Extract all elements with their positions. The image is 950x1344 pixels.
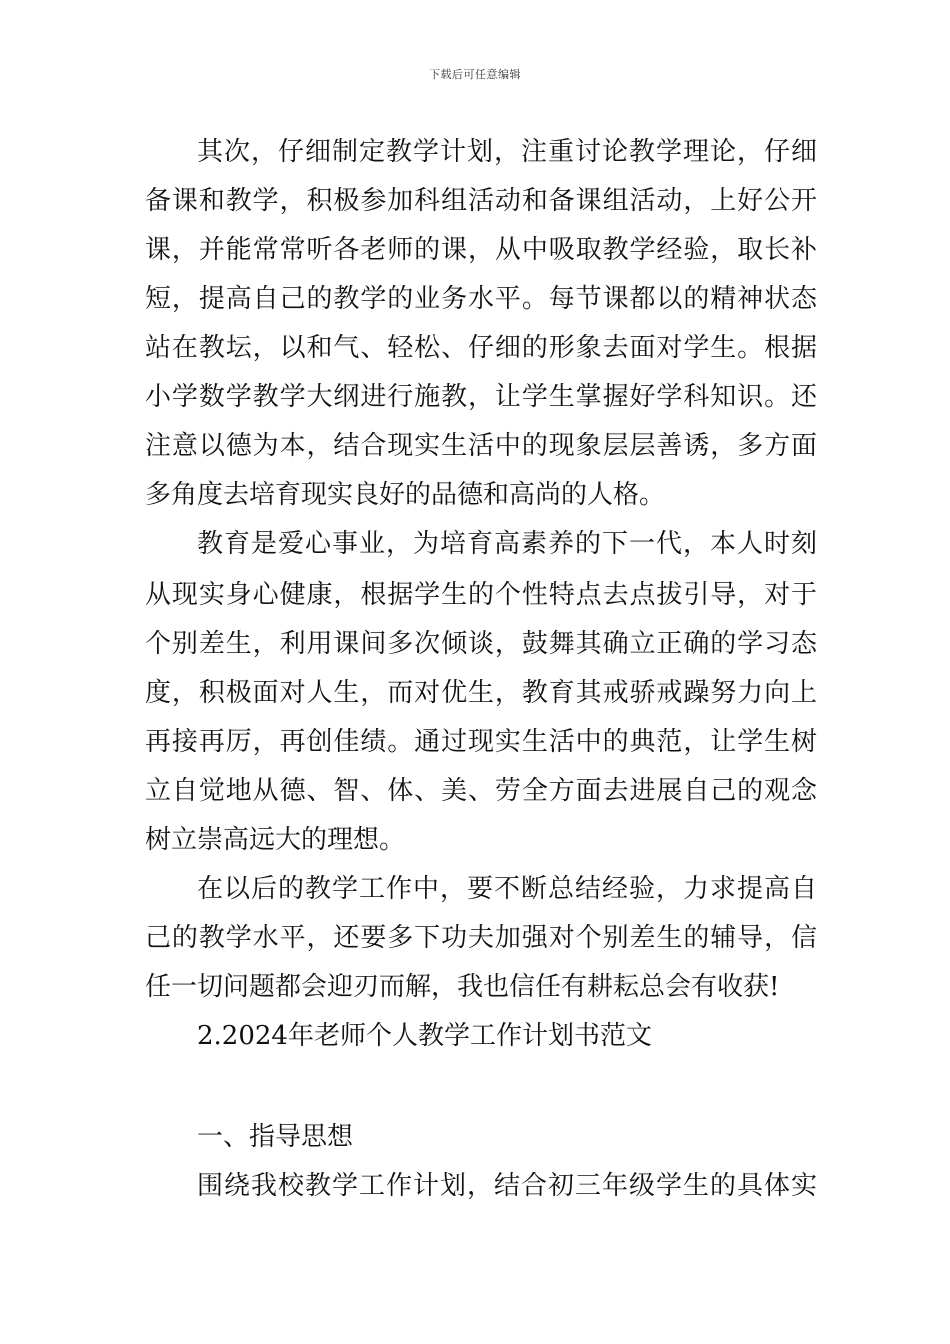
- paragraph-line: 个别差生，利用课间多次倾谈，鼓舞其确立正确的学习态: [145, 629, 817, 659]
- paragraph-line: 短，提高自己的教学的业务水平。每节课都以的精神状态: [145, 284, 817, 314]
- paragraph-line: 任一切问题都会迎刃而解，我也信任有耕耘总会有收获!: [145, 972, 780, 1002]
- document-body: [145, 128, 817, 1211]
- paragraph-line: 树立崇高远大的理想。: [145, 825, 406, 855]
- paragraph-line: 其次，仔细制定教学计划，注重讨论教学理论，仔细: [197, 137, 817, 167]
- paragraph-line: 从现实身心健康，根据学生的个性特点去点拔引导，对于: [145, 580, 817, 610]
- paragraph-line: 注意以德为本，结合现实生活中的现象层层善诱，多方面: [145, 431, 817, 461]
- blank-line: [145, 1061, 817, 1113]
- page-header: 下载后可任意编辑: [429, 68, 521, 81]
- section-title: 2.2024年老师个人教学工作计划书范文: [197, 1021, 652, 1051]
- paragraph-line: 备课和教学，积极参加科组活动和备课组活动，上好公开: [145, 186, 817, 216]
- paragraph-line: 再接再厉，再创佳绩。通过现实生活中的典范，让学生树: [145, 727, 817, 757]
- paragraph-line: 度，积极面对人生，而对优生，教育其戒骄戒躁努力向上: [145, 678, 817, 708]
- paragraph-line: 在以后的教学工作中，要不断总结经验，力求提高自: [197, 874, 817, 904]
- paragraph-line: 己的教学水平，还要多下功夫加强对个别差生的辅导，信: [145, 923, 817, 953]
- paragraph-line: 多角度去培育现实良好的品德和高尚的人格。: [145, 480, 666, 510]
- paragraph-line: 站在教坛，以和气、轻松、仔细的形象去面对学生。根据: [145, 333, 817, 363]
- paragraph-line: 立自觉地从德、智、体、美、劳全方面去进展自己的观念: [145, 776, 817, 806]
- paragraph-line: 课，并能常常听各老师的课，从中吸取教学经验，取长补: [145, 235, 817, 265]
- paragraph-line: 小学数学教学大纲进行施教，让学生掌握好学科知识。还: [145, 382, 817, 412]
- paragraph-line: 教育是爱心事业，为培育高素养的下一代，本人时刻: [197, 529, 817, 559]
- section-heading: 一、指导思想: [197, 1122, 354, 1152]
- paragraph-line: 围绕我校教学工作计划，结合初三年级学生的具体实: [197, 1171, 817, 1201]
